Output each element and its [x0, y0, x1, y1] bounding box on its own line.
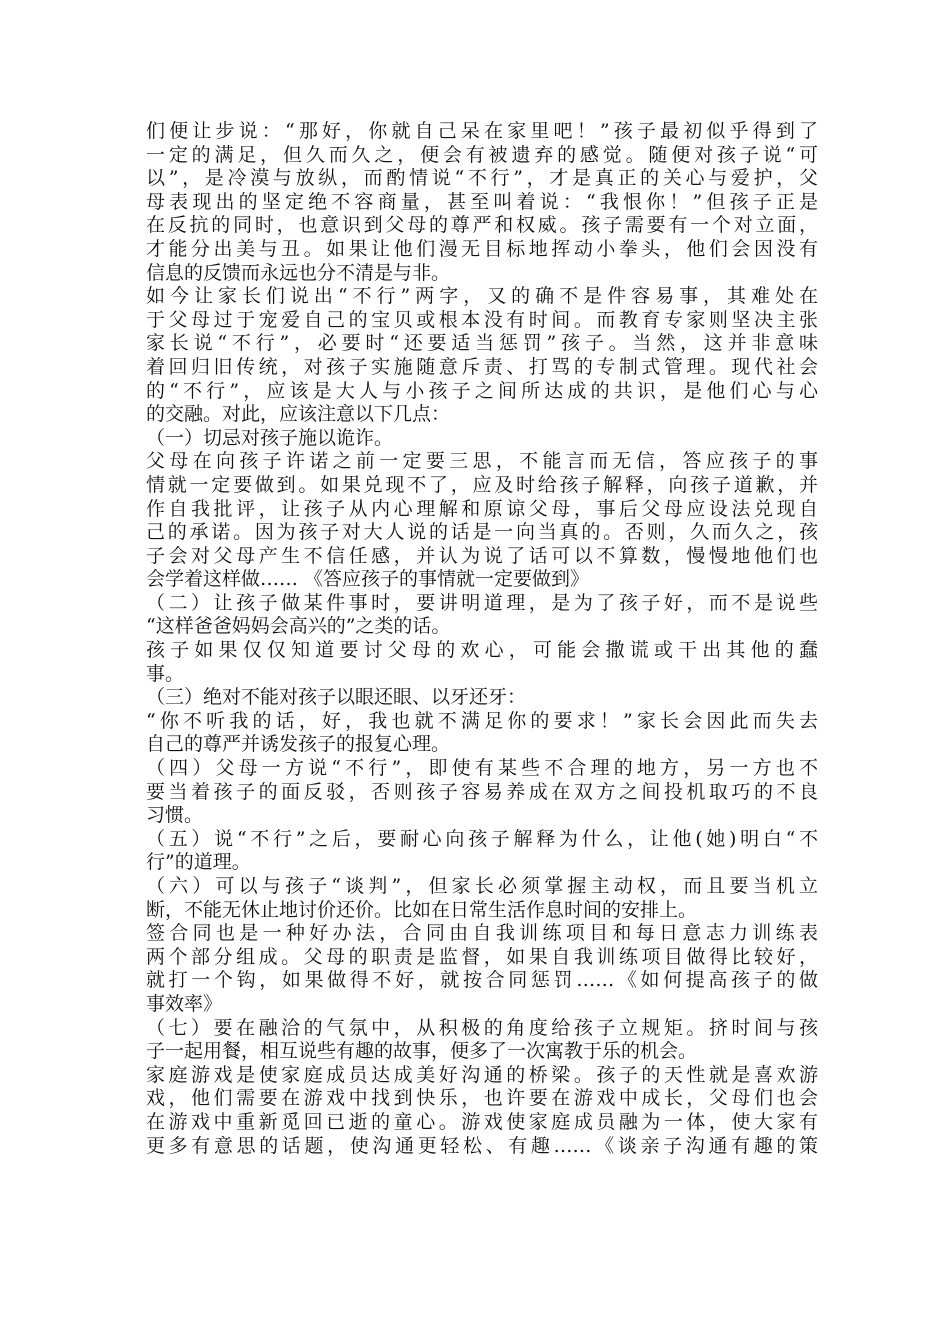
text-line: （二）让孩子做某件事时，要讲明道理，是为了孩子好，而不是说些: [146, 591, 818, 614]
text-line: 才能分出美与丑。如果让他们漫无目标地挥动小拳头，他们会因没有: [146, 237, 818, 260]
text-line: 着回归旧传统，对孩子实施随意斥责、打骂的专制式管理。现代社会: [146, 355, 818, 378]
text-line: 情就一定要做到。如果兑现不了，应及时给孩子解释，向孩子道歉，并: [146, 473, 818, 496]
text-line: 于父母过于宠爱自己的宝贝或根本没有时间。而教育专家则坚决主张: [146, 308, 818, 331]
text-line: “你不听我的话，好，我也就不满足你的要求！”家长会因此而失去: [146, 709, 818, 732]
text-line: （一）切忌对孩子施以诡诈。: [146, 426, 394, 449]
text-line: 要当着孩子的面反驳，否则孩子容易养成在双方之间投机取巧的不良: [146, 780, 818, 803]
text-line: （七）要在融洽的气氛中，从积极的角度给孩子立规矩。挤时间与孩: [146, 1016, 818, 1039]
text-line: 子一起用餐，相互说些有趣的故事，便多了一次寓教于乐的机会。: [146, 1040, 698, 1063]
text-line: 子会对父母产生不信任感，并认为说了话可以不算数，慢慢地他们也: [146, 544, 818, 567]
text-line: （五）说“不行”之后，要耐心向孩子解释为什么，让他(她)明白“不: [146, 827, 818, 850]
text-line: （六）可以与孩子“谈判”，但家长必须掌握主动权，而且要当机立: [146, 875, 818, 897]
text-line: 断，不能无休止地讨价还价。比如在日常生活作息时间的安排上。: [146, 898, 698, 921]
text-line: 行”的道理。: [146, 851, 251, 874]
text-line: 信息的反馈而永远也分不清是与非。: [146, 261, 451, 284]
text-line: 在反抗的同时，也意识到父母的尊严和权威。孩子需要有一个对立面，: [146, 214, 818, 237]
text-line: 在游戏中重新觅回已逝的童心。游戏使家庭成员融为一体，使大家有: [146, 1110, 818, 1133]
text-line: 母表现出的坚定绝不容商量，甚至叫着说：“我恨你！”但孩子正是: [146, 190, 818, 213]
text-line: 两个部分组成。父母的职责是监督，如果自我训练项目做得比较好，: [146, 945, 818, 968]
text-line: “这样爸爸妈妈会高兴的”之类的话。: [146, 615, 451, 638]
text-line: 们便让步说：“那好，你就自己呆在家里吧！”孩子最初似乎得到了: [146, 120, 818, 142]
text-line: 会学着这样做…… 《答应孩子的事情就一定要做到》: [146, 568, 590, 591]
text-line: 家长说“不行”，必要时“还要适当惩罚”孩子。当然，这并非意味: [146, 332, 818, 355]
document-body-text: [146, 120, 818, 1158]
text-line: 己的承诺。因为孩子对大人说的话是一向当真的。否则，久而久之，孩: [146, 521, 818, 544]
text-line: 以”，是冷漠与放纵，而酌情说“不行”，才是真正的关心与爱护，父: [146, 167, 818, 190]
text-line: 的交融。对此，应该注意以下几点：: [146, 403, 451, 426]
text-line: 自己的尊严并诱发孩子的报复心理。: [146, 733, 451, 756]
text-line: 事。: [146, 662, 185, 685]
text-line: （四）父母一方说“不行”，即使有某些不合理的地方，另一方也不: [146, 757, 818, 780]
text-line: 作自我批评，让孩子从内心理解和原谅父母，事后父母应设法兑现自: [146, 497, 818, 520]
text-line: （三）绝对不能对孩子以眼还眼、以牙还牙：: [146, 686, 527, 709]
text-line: 的“不行”，应该是大人与小孩子之间所达成的共识，是他们心与心: [146, 379, 818, 402]
text-line: 父母在向孩子许诺之前一定要三思，不能言而无信，答应孩子的事: [146, 450, 818, 473]
text-line: 一定的满足，但久而久之，便会有被遗弃的感觉。随便对孩子说“可: [146, 143, 818, 166]
text-line: 签合同也是一种好办法，合同由自我训练项目和每日意志力训练表: [146, 922, 818, 945]
text-line: 如今让家长们说出“不行”两字，又的确不是件容易事，其难处在: [146, 285, 818, 308]
text-line: 孩子如果仅仅知道要讨父母的欢心，可能会撒谎或干出其他的蠢: [146, 639, 818, 662]
text-line: 就打一个钩，如果做得不好，就按合同惩罚……《如何提高孩子的做: [146, 969, 818, 992]
text-line: 习惯。: [146, 804, 204, 827]
text-line: 家庭游戏是使家庭成员达成美好沟通的桥梁。孩子的天性就是喜欢游: [146, 1063, 818, 1086]
text-line: 戏，他们需要在游戏中找到快乐，也许要在游戏中成长，父母们也会: [146, 1087, 818, 1110]
text-line: 更多有意思的话题，使沟通更轻松、有趣……《谈亲子沟通有趣的策: [146, 1134, 818, 1157]
text-line: 事效率》: [146, 992, 223, 1015]
